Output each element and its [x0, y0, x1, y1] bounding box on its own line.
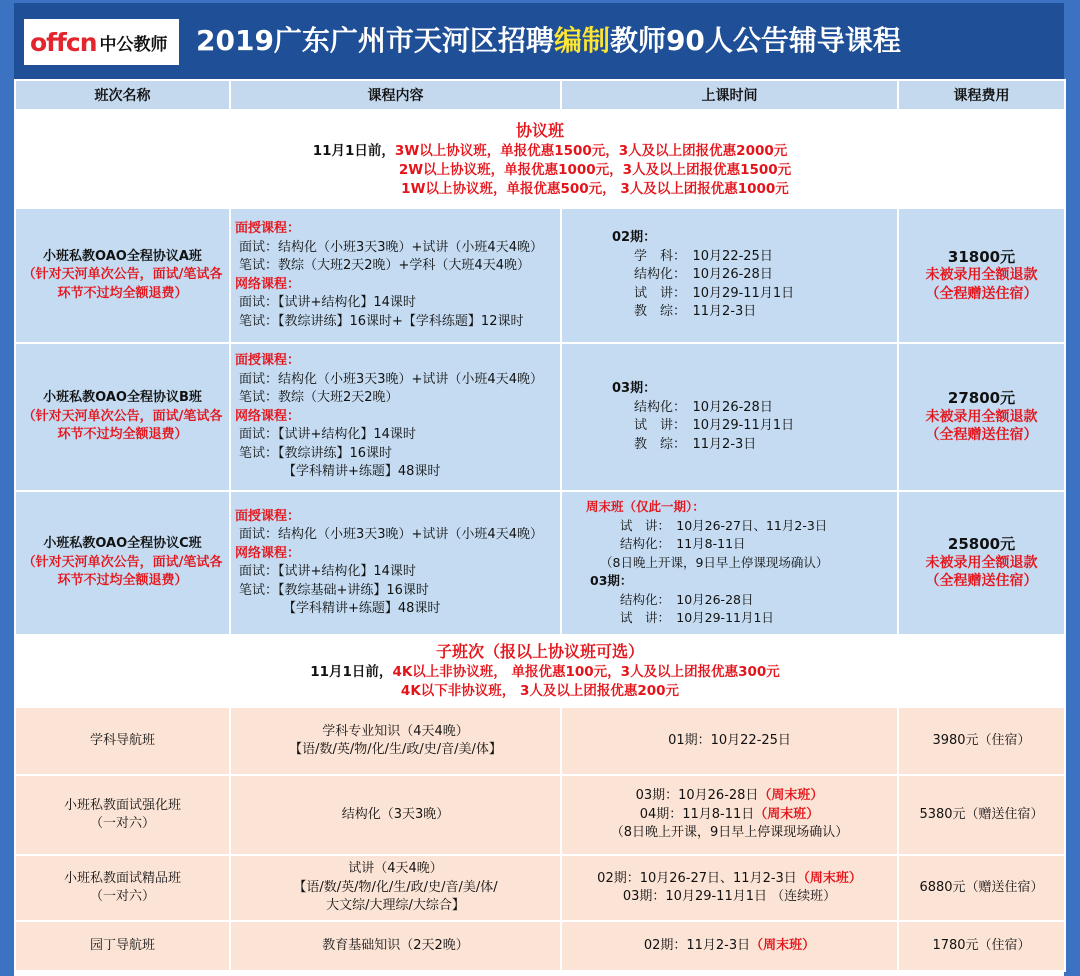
- content-line: 笔试：教综（大班2天2晚）: [239, 390, 399, 406]
- title-highlight: 编制: [553, 24, 610, 57]
- logo-brand: offcn: [30, 27, 97, 57]
- content-line: 面试：【试讲+结构化】14课时: [239, 564, 416, 579]
- content-line: 面试：结构化（小班3天3晚）+试讲（小班4天4晚）: [239, 371, 543, 387]
- page-title: [196, 3, 901, 79]
- time-line: （8日晚上开课，9日早上停课现场确认）: [610, 825, 849, 841]
- section-lead: 11月1日前，: [310, 664, 393, 680]
- offcn-logo: [24, 19, 179, 65]
- class-note: （针对天河单次公告，面试/笔试各: [22, 408, 223, 424]
- time-line: 03期：10月29-11月1日 （连续班）: [622, 889, 837, 904]
- content-line: 笔试：【教综讲练】16课时+【学科练题】12课时: [239, 313, 524, 329]
- time-line: 结构化： 10月26-28日: [620, 591, 754, 607]
- class-name: 小班私教OAO全程协议B班: [43, 390, 202, 406]
- time-line: 教 综： 11月2-3日: [634, 304, 757, 320]
- content-line: 笔试：【教综基础+讲练】16课时: [239, 582, 429, 598]
- time-period: 02期：: [612, 230, 657, 246]
- fee-price: 25800元: [947, 535, 1016, 554]
- content-line: 学科专业知识（4天4晚）: [322, 723, 469, 739]
- time-line: 教 综： 11月2-3日: [634, 436, 757, 452]
- content-heading: 面授课程：: [235, 353, 301, 369]
- content-line: 笔试：【教综讲练】16课时: [239, 445, 393, 461]
- time-line: 03期：10月26-28日: [635, 788, 759, 804]
- table-row: [15, 775, 1065, 855]
- content-line: 【学科精讲+练题】48课时: [283, 464, 441, 480]
- content-heading: 网络课程：: [235, 545, 301, 561]
- time-line: 试 讲： 10月29-11月1日: [634, 285, 795, 301]
- weekend-tag: （周末班）: [754, 806, 820, 822]
- section-agreement: [15, 110, 1065, 208]
- content-line: 面试：【试讲+结构化】14课时: [239, 427, 416, 443]
- table-row: [15, 343, 1065, 491]
- time-line: 结构化： 10月26-28日: [634, 399, 773, 415]
- fee-note: 未被录用全额退款: [925, 408, 1038, 425]
- weekend-tag: （周末班）: [758, 788, 824, 804]
- class-note: （一对六）: [89, 816, 155, 831]
- time-line: 试 讲： 10月29-11月1日: [620, 610, 774, 626]
- table-row: [15, 921, 1065, 971]
- fee-note: 未被录用全额退款: [925, 554, 1038, 571]
- weekend-tag: （周末班）: [796, 870, 862, 886]
- fee-price: 3980元（住宿）: [932, 732, 1031, 748]
- fee-price: 31800元: [947, 247, 1016, 266]
- class-note: （针对天河单次公告，面试/笔试各: [22, 554, 223, 570]
- time-period: 03期：: [612, 381, 657, 396]
- time-line: 结构化： 10月26-28日: [634, 267, 773, 283]
- content-line: 【语/数/英/物/化/生/政/史/音/美/体】: [289, 742, 502, 757]
- class-name: 园丁导航班: [89, 937, 155, 953]
- header-banner: [14, 3, 1064, 79]
- time-line: （8日晚上开课，9日早上停课现场确认）: [600, 554, 829, 570]
- content-line: 面试：【试讲+结构化】14课时: [239, 295, 416, 310]
- content-heading: 网络课程：: [235, 276, 301, 292]
- content-line: 教育基础知识（2天2晚）: [322, 937, 469, 953]
- time-period: 周末班（仅此一期）：: [586, 499, 705, 515]
- content-line: 结构化（3天3晚）: [341, 806, 450, 822]
- class-note: （针对天河单次公告，面试/笔试各: [22, 267, 223, 283]
- time-line: 试 讲： 10月29-11月1日: [634, 418, 795, 433]
- content-line: 面试：结构化（小班3天3晚）+试讲（小班4天4晚）: [239, 239, 543, 255]
- discount-line: 4K以上非协议班， 单报优惠100元，3人及以上团报优惠300元: [392, 664, 780, 680]
- time-line: 02期：11月2-3日: [643, 937, 751, 953]
- class-note: 环节不过均全额退费）: [57, 285, 188, 301]
- content-line: 面试：结构化（小班3天3晚）+试讲（小班4天4晚）: [239, 527, 543, 542]
- fee-note: 未被录用全额退款: [925, 267, 1038, 284]
- section-sub-classes: [15, 635, 1065, 707]
- section-title: 子班次（报以上协议班可选）: [435, 642, 644, 661]
- content-line: 【学科精讲+练题】48课时: [283, 601, 441, 616]
- time-line: 01期：10月22-25日: [668, 732, 791, 748]
- fee-price: 5380元（赠送住宿）: [919, 806, 1044, 822]
- content-line: 【语/数/英/物/化/生/政/史/音/美/体/: [293, 879, 498, 895]
- fee-note: （全程赠送住宿）: [925, 573, 1038, 590]
- course-table: [14, 79, 1066, 972]
- class-note: 环节不过均全额退费）: [57, 573, 188, 589]
- time-line: 试 讲： 10月26-27日、11月2-3日: [620, 517, 828, 533]
- fee-price: 27800元: [947, 389, 1016, 408]
- course-sheet: [14, 3, 1064, 976]
- fee-note: （全程赠送住宿）: [925, 427, 1038, 444]
- discount-line: 4K以下非协议班， 3人及以上团报优惠200元: [400, 683, 680, 699]
- class-name: 小班私教OAO全程协议C班: [43, 536, 202, 552]
- content-line: 试讲（4天4晚）: [348, 861, 443, 877]
- time-line: 学 科： 10月22-25日: [634, 248, 773, 264]
- content-line: 笔试：教综（大班2天2晚）+学科（大班4天4晚）: [239, 258, 530, 273]
- weekend-tag: （周末班）: [750, 937, 816, 953]
- time-period: 03期：: [590, 573, 633, 589]
- content-heading: 面授课程：: [235, 221, 301, 236]
- class-name: 学科导航班: [89, 732, 155, 748]
- fee-note: （全程赠送住宿）: [925, 285, 1038, 302]
- time-line: 04期：11月8-11日: [639, 806, 755, 822]
- fee-price: 6880元（赠送住宿）: [919, 879, 1044, 895]
- table-header-row: [15, 80, 1065, 110]
- time-line: 02期：10月26-27日、11月2-3日: [597, 870, 797, 886]
- time-line: 结构化： 11月8-11日: [620, 536, 746, 552]
- section-lead: 11月1日前，: [312, 142, 395, 159]
- class-name: 小班私教OAO全程协议A班: [43, 248, 202, 264]
- class-note: 环节不过均全额退费）: [57, 427, 188, 443]
- discount-line: 1W以上协议班，单报优惠500元， 3人及以上团报优惠1000元: [401, 180, 789, 197]
- class-note: （一对六）: [89, 889, 155, 904]
- col-header-name: 班次名称: [15, 80, 230, 110]
- table-row: [15, 855, 1065, 921]
- title-pre: 2019广东广州市天河区招聘: [196, 24, 554, 57]
- content-heading: 网络课程：: [235, 408, 301, 424]
- table-row: [15, 707, 1065, 775]
- table-row: [15, 491, 1065, 635]
- content-heading: 面授课程：: [235, 508, 301, 524]
- table-row: [15, 208, 1065, 343]
- col-header-time: 上课时间: [561, 80, 898, 110]
- class-name: 小班私教面试强化班: [63, 797, 181, 813]
- title-post: 教师90人公告辅导课程: [609, 24, 901, 57]
- col-header-content: 课程内容: [230, 80, 561, 110]
- section-title: 协议班: [515, 120, 564, 140]
- col-header-fee: 课程费用: [898, 80, 1065, 110]
- discount-line: 2W以上协议班，单报优惠1000元，3人及以上团报优惠1500元: [398, 161, 792, 178]
- discount-line: 3W以上协议班，单报优惠1500元，3人及以上团报优惠2000元: [394, 142, 788, 159]
- content-line: 大文综/大理综/大综合】: [326, 898, 465, 914]
- class-name: 小班私教面试精品班: [63, 870, 181, 886]
- fee-price: 1780元（住宿）: [932, 937, 1031, 953]
- logo-name: 中公教师: [99, 34, 168, 55]
